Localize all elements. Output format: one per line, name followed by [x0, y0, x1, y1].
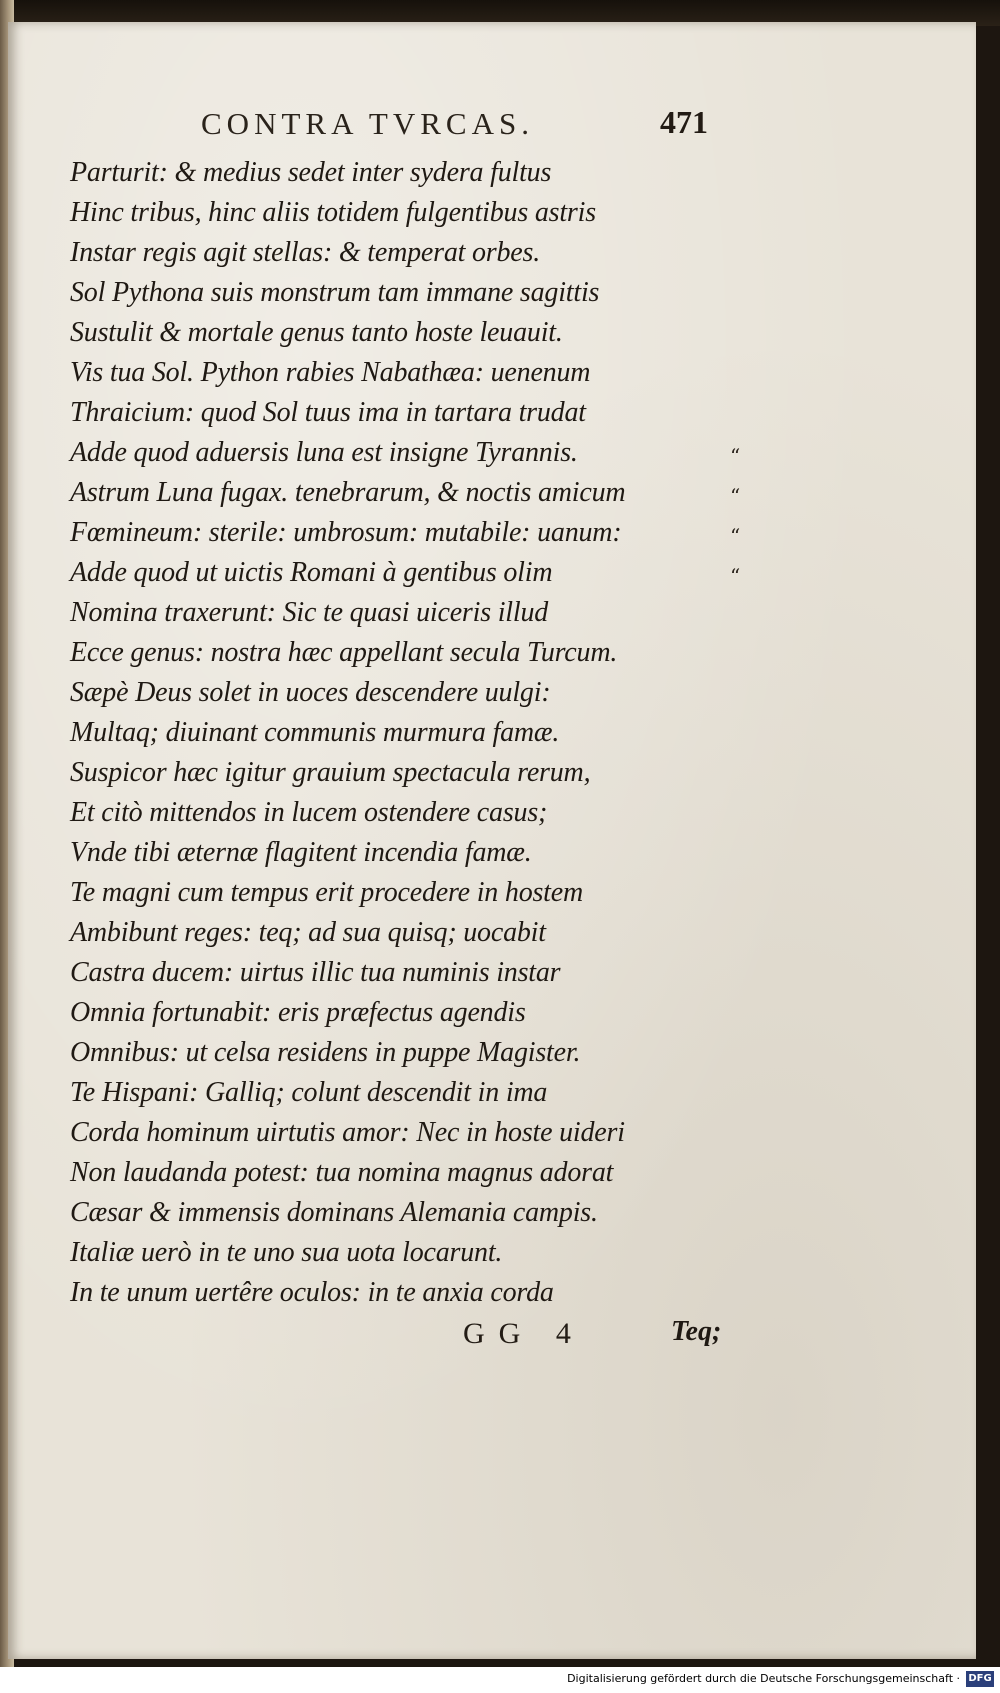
verse-line: Italiæ uerò in te uno sua uota locarunt.: [70, 1237, 503, 1268]
verse-line: Ecce genus: nostra hæc appellant secula Turcum.: [70, 637, 618, 668]
verse-line: Sol Pythona suis monstrum tam immane sagittis: [70, 277, 600, 308]
verse-line: Thraicium: quod Sol tuus ima in tartara trudat: [70, 397, 586, 428]
funding-credit: Digitalisierung gefördert durch die Deutsche Forschungsgemeinschaft ·: [567, 1672, 960, 1685]
verse-line: Vnde tibi æternæ flagitent incendia famæ.: [70, 837, 532, 868]
verse-line: Parturit: & medius sedet inter sydera fultus: [70, 157, 552, 188]
verse-line: Astrum Luna fugax. tenebrarum, & noctis amicum: [70, 477, 626, 508]
verse-line: Instar regis agit stellas: & temperat orbes.: [70, 237, 541, 268]
verse-line: Non laudanda potest: tua nomina magnus adorat: [70, 1157, 614, 1188]
verse-block: [70, 153, 710, 1313]
verse-line: Vis tua Sol. Python rabies Nabathæa: uenenum: [70, 357, 591, 388]
margin-quote-mark: “: [730, 484, 741, 508]
verse-line: Omnibus: ut celsa residens in puppe Magister.: [70, 1037, 581, 1068]
verse-line: Hinc tribus, hinc aliis totidem fulgentibus astris: [70, 197, 596, 228]
verse-line: Sustulit & mortale genus tanto hoste leuauit.: [70, 317, 563, 348]
catchword: Teq;: [671, 1316, 722, 1347]
digitization-footer: [0, 1667, 1000, 1693]
verse-line: Ambibunt reges: teq; ad sua quisq; uocabit: [70, 917, 546, 948]
verse-line: Et citò mittendos in lucem ostendere casus;: [70, 797, 548, 828]
book-page: [8, 22, 976, 1659]
verse-line: Corda hominum uirtutis amor: Nec in hoste uideri: [70, 1117, 625, 1148]
verse-line: Adde quod aduersis luna est insigne Tyrannis.: [70, 437, 578, 468]
verse-line: Cæsar & immensis dominans Alemania campis.: [70, 1197, 598, 1228]
running-head: CONTRA TVRCAS.: [201, 106, 534, 141]
verse-line: Sæpè Deus solet in uoces descendere uulgi:: [70, 677, 551, 708]
verse-line: Omnia fortunabit: eris præfectus agendis: [70, 997, 526, 1028]
margin-quote-mark: “: [730, 524, 741, 548]
verse-line: Adde quod ut uictis Romani à gentibus olim: [70, 557, 553, 588]
verse-line: Te Hispani: Galliq; colunt descendit in ima: [70, 1077, 548, 1108]
verse-line: Te magni cum tempus erit procedere in hostem: [70, 877, 584, 908]
signature-mark: GG 4: [463, 1317, 585, 1350]
verse-line: Nomina traxerunt: Sic te quasi uiceris illud: [70, 597, 549, 628]
verse-line: Fœmineum: sterile: umbrosum: mutabile: uanum:: [70, 517, 622, 548]
margin-quote-mark: “: [730, 444, 741, 468]
verse-line: Castra ducem: uirtus illic tua numinis instar: [70, 957, 561, 988]
margin-quote-mark: “: [730, 564, 741, 588]
verse-line: Suspicor hæc igitur grauium spectacula rerum,: [70, 757, 591, 788]
page-number: 471: [660, 104, 708, 140]
verse-line: In te unum uertêre oculos: in te anxia corda: [70, 1277, 554, 1308]
verse-line: Multaq; diuinant communis murmura famæ.: [70, 717, 560, 748]
margin-quote-marks: [730, 436, 760, 596]
dfg-logo: DFG: [966, 1671, 994, 1687]
